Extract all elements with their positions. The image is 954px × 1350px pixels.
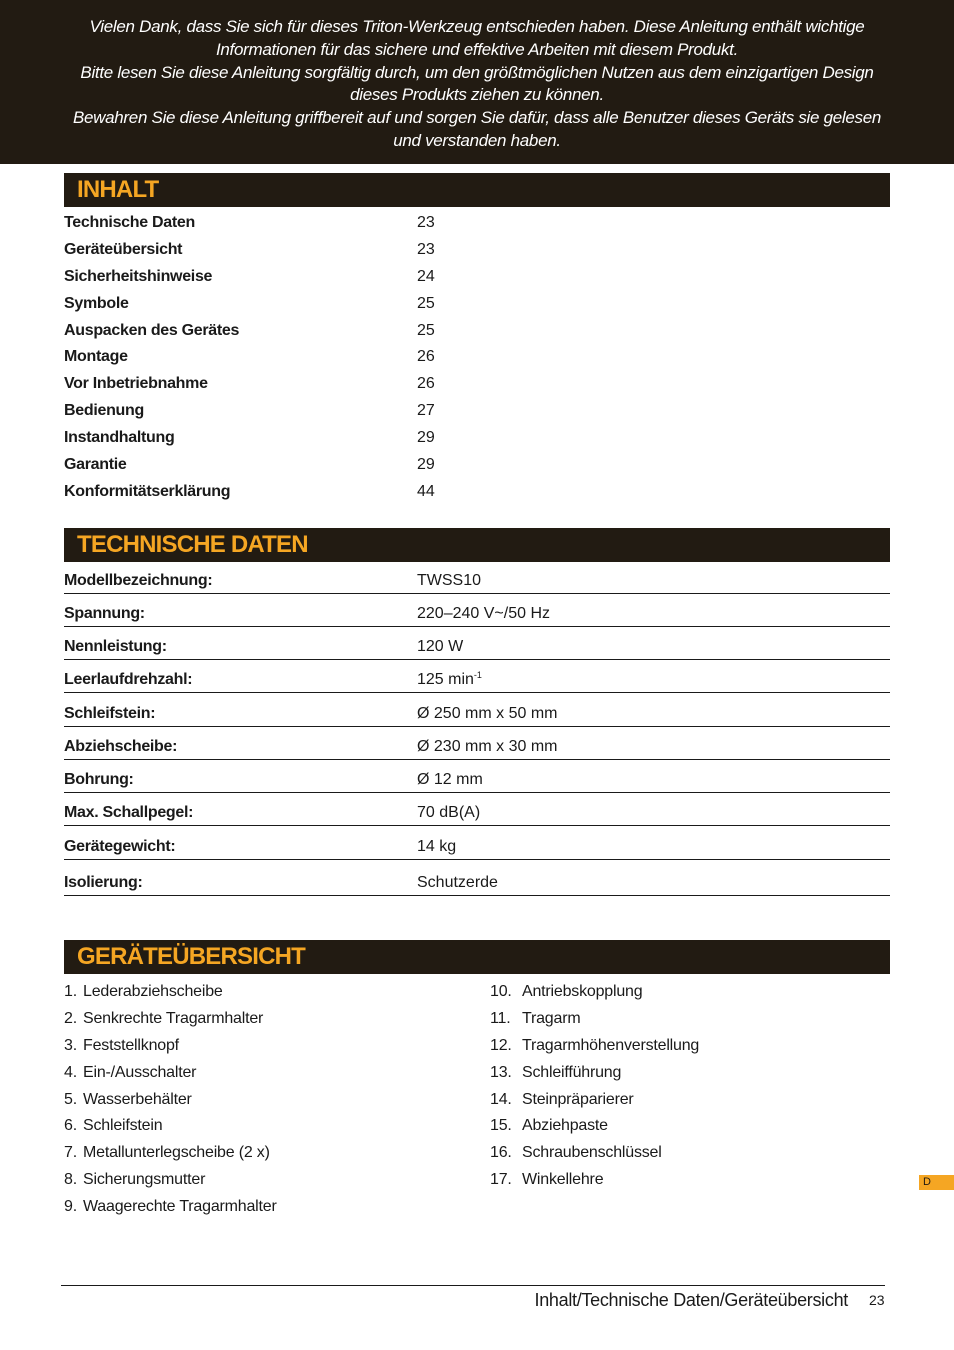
parts-item-number: 8. xyxy=(64,1171,77,1189)
parts-item-number: 3. xyxy=(64,1036,77,1054)
parts-item-label: Metallunterlegscheibe (2 x) xyxy=(83,1144,270,1162)
parts-list-item xyxy=(64,981,464,1008)
parts-list-right xyxy=(490,981,890,1196)
spec-value xyxy=(417,638,463,656)
parts-item-label: Steinpräparierer xyxy=(522,1090,634,1108)
parts-item-label: Lederabziehscheibe xyxy=(83,983,223,1000)
parts-list-item xyxy=(490,1089,890,1116)
parts-item-label: Tragarm xyxy=(522,1009,581,1027)
parts-item-label: Schleifstein xyxy=(83,1117,163,1135)
parts-item-label: Winkellehre xyxy=(522,1171,604,1189)
spec-label: Isolierung: xyxy=(64,874,143,891)
parts-list-item xyxy=(64,1089,464,1116)
footer-divider xyxy=(61,1285,885,1286)
parts-list-item xyxy=(490,1115,890,1142)
toc-label: Technische Daten xyxy=(64,214,195,231)
parts-list-item xyxy=(64,1062,464,1089)
parts-item-label: Tragarmhöhenverstellung xyxy=(522,1036,700,1054)
spec-label: Leerlaufdrehzahl: xyxy=(64,671,193,688)
toc-label: Konformitätserklärung xyxy=(64,482,231,500)
spec-row xyxy=(64,793,890,826)
toc-page: 26 xyxy=(417,375,435,393)
spec-row xyxy=(64,568,890,594)
parts-item-number: 2. xyxy=(64,1009,77,1027)
spec-value-text: Ø 12 mm xyxy=(417,771,483,788)
parts-item-label: Sicherungsmutter xyxy=(83,1171,206,1189)
parts-item-number: 15. xyxy=(490,1117,512,1135)
language-tab: D xyxy=(919,1175,954,1190)
intro-banner xyxy=(0,0,954,164)
parts-list-item xyxy=(490,1035,890,1062)
spec-label: Bohrung: xyxy=(64,771,134,788)
parts-item-number: 6. xyxy=(64,1117,77,1135)
spec-row xyxy=(64,594,890,627)
toc-header xyxy=(64,173,890,207)
spec-value xyxy=(417,705,557,723)
intro-line: Bitte lesen Sie diese Anleitung sorgfältig durch, um den größtmöglichen Nutzen aus dem einzigartigen Design xyxy=(80,62,874,82)
spec-value-text: Schutzerde xyxy=(417,874,498,891)
toc-label: Auspacken des Gerätes xyxy=(64,321,240,339)
toc-label: Bedienung xyxy=(64,402,144,420)
toc-row xyxy=(64,481,890,508)
parts-list-left xyxy=(64,981,464,1223)
spec-value-text: 125 min xyxy=(417,671,474,688)
toc-row xyxy=(64,266,890,293)
parts-item-label: Antriebskopplung xyxy=(522,983,643,1000)
parts-item-label: Senkrechte Tragarmhalter xyxy=(83,1009,264,1027)
parts-item-label: Wasserbehälter xyxy=(83,1090,192,1108)
spec-value xyxy=(417,572,481,590)
footer-title: Inhalt/Technische Daten/Geräteübersicht xyxy=(534,1290,848,1310)
spec-row xyxy=(64,826,890,860)
specs-table xyxy=(64,568,890,896)
toc-label: Geräteübersicht xyxy=(64,240,183,258)
spec-row xyxy=(64,660,890,693)
parts-item-number: 4. xyxy=(64,1063,77,1081)
specs-title: TECHNISCHE DATEN xyxy=(77,531,308,558)
spec-value-unit-exponent: -1 xyxy=(473,670,482,680)
toc-label: Montage xyxy=(64,348,128,366)
toc-title: INHALT xyxy=(77,176,159,203)
spec-value xyxy=(417,771,483,789)
spec-label: Abziehscheibe: xyxy=(64,738,178,755)
spec-value xyxy=(417,804,480,822)
specs-header xyxy=(64,528,890,562)
spec-label: Nennleistung: xyxy=(64,638,167,655)
toc-row xyxy=(64,454,890,481)
toc-label: Instandhaltung xyxy=(64,429,175,447)
parts-item-number: 10. xyxy=(490,983,512,1000)
spec-row xyxy=(64,693,890,727)
spec-value-text: TWSS10 xyxy=(417,572,482,589)
parts-item-number: 17. xyxy=(490,1171,512,1189)
spec-value-text: 14 kg xyxy=(417,838,457,855)
parts-list-item xyxy=(64,1169,464,1196)
intro-line: Vielen Dank, dass Sie sich für dieses Triton-Werkzeug entschieden haben. Diese Anleitung enthält wichtige xyxy=(89,17,865,36)
toc-page: 29 xyxy=(417,429,435,447)
parts-item-number: 14. xyxy=(490,1090,512,1108)
spec-label: Gerätegewicht: xyxy=(64,838,176,855)
parts-item-number: 5. xyxy=(64,1090,77,1108)
intro-line: Informationen für das sichere und effektive Arbeiten mit diesem Produkt. xyxy=(215,39,739,59)
parts-item-number: 11. xyxy=(490,1009,511,1027)
toc-label: Symbole xyxy=(64,294,129,312)
toc-row xyxy=(64,212,890,239)
parts-item-label: Schraubenschlüssel xyxy=(522,1144,662,1162)
parts-list-item xyxy=(490,1008,890,1035)
spec-value xyxy=(417,605,550,623)
parts-list-item xyxy=(490,981,890,1008)
spec-value-text: 70 dB(A) xyxy=(417,804,481,821)
toc-row xyxy=(64,293,890,320)
spec-label: Schleifstein: xyxy=(64,705,156,722)
intro-line: Bewahren Sie diese Anleitung griffbereit auf und sorgen Sie dafür, dass alle Benutzer dieses Geräts sie gelesen xyxy=(72,108,882,128)
intro-line: dieses Produkts ziehen zu können. xyxy=(350,85,604,105)
parts-list-item xyxy=(490,1142,890,1169)
spec-label: Max. Schallpegel: xyxy=(64,804,194,821)
spec-value-text: Ø 230 mm x 30 mm xyxy=(417,738,558,755)
parts-list-item xyxy=(490,1169,890,1196)
parts-list-item xyxy=(490,1062,890,1089)
parts-list-item xyxy=(64,1142,464,1169)
spec-label: Modellbezeichnung: xyxy=(64,572,213,589)
parts-item-number: 9. xyxy=(64,1198,77,1216)
parts-item-label: Schleifführung xyxy=(522,1063,622,1081)
spec-value-text: 120 W xyxy=(417,638,464,655)
parts-header xyxy=(64,940,890,974)
toc-row xyxy=(64,320,890,347)
spec-row xyxy=(64,760,890,793)
parts-title: GERÄTEÜBERSICHT xyxy=(77,943,306,970)
spec-row xyxy=(64,860,890,896)
parts-item-number: 16. xyxy=(490,1144,512,1162)
parts-item-number: 1. xyxy=(64,983,77,1000)
page-number: 23 xyxy=(869,1292,885,1308)
toc-row xyxy=(64,346,890,373)
toc-label: Vor Inbetriebnahme xyxy=(64,375,208,393)
parts-item-number: 12. xyxy=(490,1036,512,1054)
parts-item-label: Ein-/Ausschalter xyxy=(83,1063,197,1081)
spec-row xyxy=(64,627,890,660)
toc-page: 23 xyxy=(417,240,435,258)
parts-item-number: 13. xyxy=(490,1063,512,1081)
toc-row xyxy=(64,239,890,266)
toc-page: 29 xyxy=(417,456,435,474)
parts-item-label: Waagerechte Tragarmhalter xyxy=(83,1198,277,1216)
spec-value xyxy=(417,874,498,892)
spec-row xyxy=(64,727,890,760)
toc-row xyxy=(64,427,890,454)
parts-item-label: Feststellknopf xyxy=(83,1036,179,1054)
toc-page: 44 xyxy=(417,482,435,500)
spec-value xyxy=(417,838,456,856)
parts-item-number: 7. xyxy=(64,1144,77,1162)
toc-row xyxy=(64,373,890,400)
table-of-contents xyxy=(64,212,890,508)
spec-value xyxy=(417,670,482,689)
parts-list-item xyxy=(64,1196,464,1223)
spec-value xyxy=(417,738,557,756)
spec-label: Spannung: xyxy=(64,605,145,622)
parts-list-item xyxy=(64,1035,464,1062)
spec-value-text: 220–240 V~/50 Hz xyxy=(417,605,550,622)
parts-list-item xyxy=(64,1115,464,1142)
toc-page: 24 xyxy=(417,267,435,285)
toc-page: 23 xyxy=(417,214,435,231)
toc-page: 25 xyxy=(417,294,435,312)
parts-item-label: Abziehpaste xyxy=(522,1117,608,1135)
toc-page: 27 xyxy=(417,402,435,420)
parts-list-item xyxy=(64,1008,464,1035)
toc-page: 26 xyxy=(417,348,435,366)
spec-value-text: Ø 250 mm x 50 mm xyxy=(417,705,558,722)
toc-label: Garantie xyxy=(64,456,127,474)
toc-page: 25 xyxy=(417,321,435,339)
intro-line: und verstanden haben. xyxy=(393,130,561,150)
toc-row xyxy=(64,400,890,427)
toc-label: Sicherheitshinweise xyxy=(64,267,213,285)
